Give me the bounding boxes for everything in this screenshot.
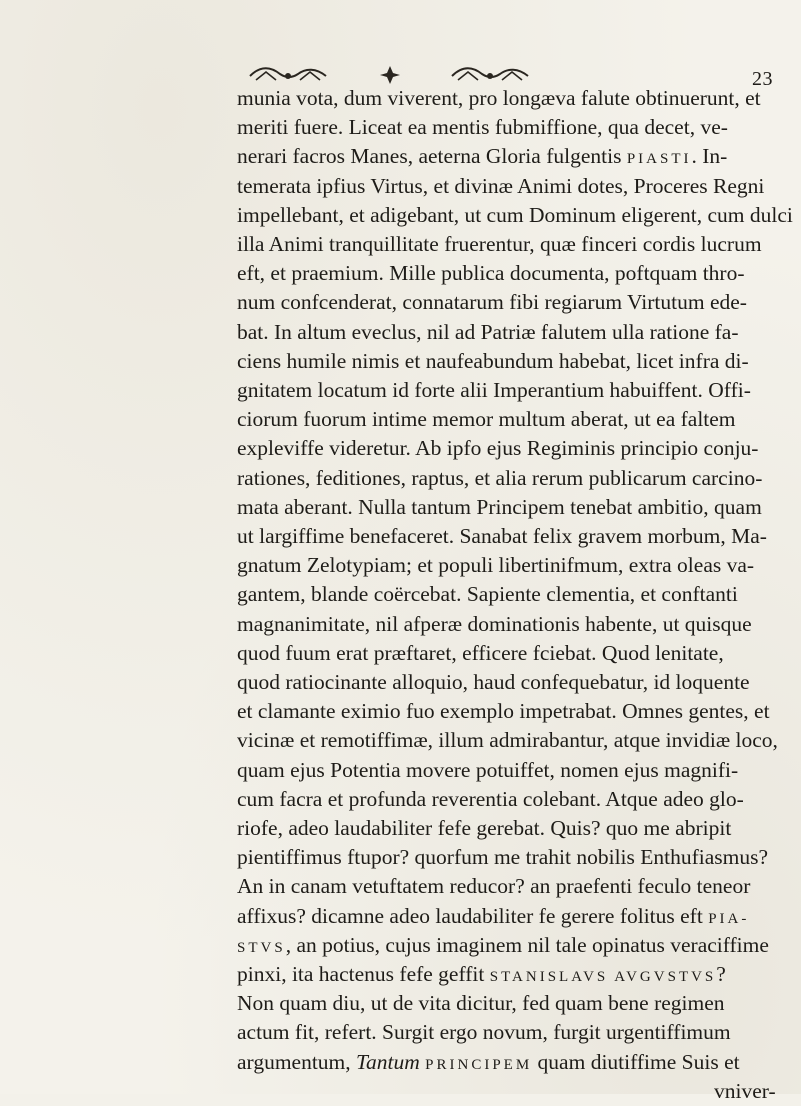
fleuron-left-icon	[246, 64, 330, 86]
text-line: STVS, an potius, cujus imaginem nil tale opinatus veraciffime	[237, 932, 769, 957]
text-line: mata aberant. Nulla tantum Principem tenebat ambitio, quam	[237, 494, 762, 519]
text-line: quam ejus Potentia movere potuiffet, nomen ejus magnifi-	[237, 757, 739, 782]
fleuron-center-icon	[378, 64, 402, 86]
italic-word: Tantum	[356, 1049, 420, 1074]
small-caps-name: STVS	[237, 939, 286, 956]
text-line: rationes, feditiones, raptus, et alia rerum publicarum carcino-	[237, 465, 763, 490]
page-number: 23	[752, 68, 773, 90]
text-line: argumentum, Tantum PRINCIPEM quam diutiffime Suis et	[237, 1049, 740, 1074]
text-line: gnitatem locatum id forte alii Imperantium habuiffent. Offi-	[237, 378, 751, 402]
small-caps-name: PIA-	[708, 910, 750, 927]
text-line: meriti fuere. Liceat ea mentis fubmiffione, qua decet, ve-	[237, 115, 728, 140]
text-line: impellebant, et adigebant, ut cum Dominum eligerent, cum dulci	[237, 202, 793, 227]
text-line: magnanimitate, nil afperæ dominationis habente, ut quisque	[237, 611, 752, 636]
text-line: ciorum fuorum intime memor multum aberat, ut ea faltem	[237, 407, 736, 432]
text-line: quod ratiocinante alloquio, haud confequebatur, id loquente	[237, 670, 750, 694]
text-line: gantem, blande coërcebat. Sapiente clementia, et conftanti	[237, 582, 738, 607]
catchword: vniver-	[714, 1078, 776, 1103]
text-line: ut largiffime benefaceret. Sanabat felix gravem morbum, Ma-	[237, 524, 767, 548]
fleuron-right-icon	[448, 64, 532, 86]
text-line: actum fit, refert. Surgit ergo novum, furgit urgentiffimum	[237, 1020, 731, 1045]
small-caps-name: PRINCIPEM	[425, 1056, 533, 1073]
text-line: ciens humile nimis et naufeabundum habebat, licet infra di-	[237, 348, 749, 373]
text-line: An in canam vetuftatem reducor? an praefenti feculo teneor	[237, 874, 751, 899]
text-line: pientiffimus ftupor? quorfum me trahit nobilis Enthufiasmus?	[237, 845, 769, 870]
text-line: expleviffe videretur. Ab ipfo ejus Regiminis principio conju-	[237, 436, 759, 461]
text-line: gnatum Zelotypiam; et populi libertinifmum, extra oleas va-	[237, 553, 755, 578]
text-line: illa Animi tranquillitate fruerentur, quæ finceri cordis lucrum	[237, 232, 762, 256]
text-line: vicinæ et remotiffimæ, illum admirabantur, atque invidiæ loco,	[237, 728, 778, 753]
text-line: quod fuum erat præftaret, efficere fciebat. Quod lenitate,	[237, 640, 724, 665]
text-line: num confcenderat, connatarum fibi regiarum Virtutum ede-	[237, 290, 747, 315]
text-line: affixus? dicamne adeo laudabiliter fe gerere folitus eft PIA-	[237, 903, 750, 928]
text-line: munia vota, dum viverent, pro longæva falute obtinuerunt, et	[237, 86, 761, 110]
text-line: eft, et praemium. Mille publica documenta, poftquam thro-	[237, 261, 745, 286]
small-caps-name: STANISLAVS AVGVSTVS	[489, 969, 717, 985]
text-line: pinxi, ita hactenus fefe geffit STANISLAVS AVGVSTVS?	[237, 962, 726, 986]
text-line: et clamante eximio fuo exemplo impetrabat. Omnes gentes, et	[237, 699, 770, 724]
text-line: riofe, adeo laudabiliter fefe gerebat. Quis? quo me abripit	[237, 816, 732, 840]
text-line: Non quam diu, ut de vita dicitur, fed quam bene regimen	[237, 991, 725, 1016]
text-line: cum facra et profunda reverentia colebant. Atque adeo glo-	[237, 786, 744, 811]
text-line: bat. In altum eveclus, nil ad Patriæ falutem ulla ratione fa-	[237, 319, 739, 344]
text-line: nerari facros Manes, aeterna Gloria fulgentis PIASTI. In-	[237, 144, 728, 169]
small-caps-name: PIASTI	[626, 151, 692, 168]
text-line: temerata ipfius Virtus, et divinæ Animi dotes, Proceres Regni	[237, 173, 765, 198]
